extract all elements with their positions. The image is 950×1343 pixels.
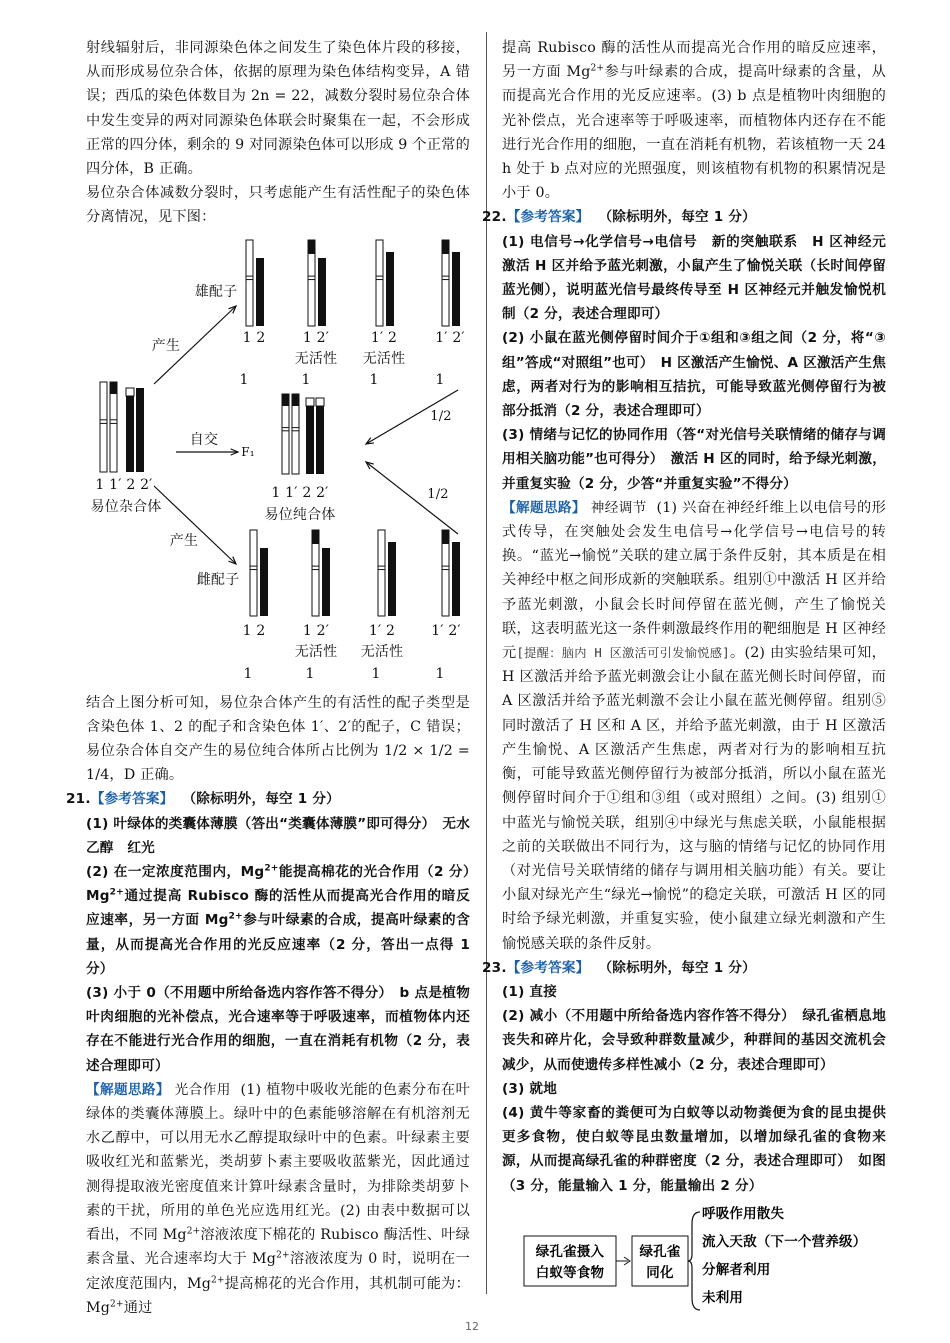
male-gamete-1-chrom1 (246, 240, 253, 326)
output-respiration: 呼吸作用散失 (702, 1205, 785, 1222)
male-gamete-2-chrom2 (318, 258, 326, 326)
homo-label: 易位纯合体 (264, 506, 336, 523)
female-gamete-4-chrom1-segment (442, 530, 449, 544)
q22-answer-1: (1) 电信号→化学信号→电信号 新的突触联系 H 区神经元 激活 H 区并给予蓝光刺激，小鼠产生了愉悦关联（长时间停留蓝光侧），说明蓝光信号最终传导至 H 区神经元并触发愉悦机制（2 分，表述合理即可） (502, 233, 900, 323)
q21-answer-3: (3) 小于 0（不用题中所给备选内容作答不得分） b 点是植物叶肉细胞的光补偿点，光合速率等于呼吸速率，而植物体内还存在不能进行光合作用的细胞，一直在消耗有机物（2 分，表述合理即可） (86, 985, 470, 1074)
hybrid-chrom-label: 1 1′ 2 2′ (95, 476, 153, 493)
homo-chrom-2b-segment (316, 398, 324, 406)
female-gamete-4-ratio: 1 (435, 665, 445, 682)
q22-solution-tag: 【解题思路】 (502, 499, 586, 516)
homo-chrom-2b (316, 398, 324, 474)
q23-number: 23. (482, 959, 507, 976)
translocation-figure (86, 234, 470, 689)
q23-note: （除标明外，每空 1 分） (598, 959, 756, 976)
output-decomposer: 分解者利用 (702, 1261, 771, 1278)
male-gamete-3-label: 1′ 2 (370, 329, 398, 346)
female-gamete-label: 雌配子 (196, 571, 240, 588)
q23-answer-3: (3) 就地 (502, 1080, 558, 1097)
q22-header (482, 205, 886, 229)
homo-chrom-1-segment (282, 394, 289, 406)
female-gamete-3-chrom1 (378, 530, 385, 616)
hybrid-label: 易位杂合体 (90, 498, 162, 515)
female-gamete-3-ratio: 1 (371, 665, 381, 682)
male-gamete-label: 雄配子 (194, 283, 238, 300)
produce-label-bottom: 产生 (169, 532, 199, 549)
female-gamete-1-chrom1 (250, 530, 257, 616)
male-gamete-2-ratio: 1 (301, 371, 311, 388)
arrow-half-top-head (366, 437, 374, 443)
left-column (66, 36, 484, 1320)
q21-answer-2: (2) 在一定浓度范围内，$Mg^{2+}$能提高棉花的光合作用（2 分） $Mg^{2+}$通过提高 Rubisco 酶的活性从而提高光合作用的暗反应速率，另一方面 $Mg^{2+}$参与叶绿素的合成，提高叶绿素的含量，从而提高光合作用的光反应速率（2 分，答出一点得 1 分） (86, 863, 484, 977)
half-label-bottom: 1/2 (427, 486, 449, 502)
q22-note: （除标明外，每空 1 分） (598, 209, 756, 226)
male-gamete-3-chrom1 (376, 240, 383, 326)
q21-number: 21. (66, 791, 91, 808)
female-gamete-2-chrom1-segment (312, 530, 319, 544)
male-gamete-3-ratio: 1 (369, 371, 379, 388)
female-gamete-4-label: 1′ 2′ (431, 622, 461, 639)
produce-label-top: 产生 (151, 337, 181, 354)
male-gamete-1-ratio: 1 (239, 371, 249, 388)
male-gamete-1-label: 1 2 (242, 329, 266, 346)
female-gamete-1-chrom2 (260, 548, 268, 616)
assimilation-label-2: 同化 (646, 1264, 674, 1281)
q23-answer-1: (1) 直接 (502, 983, 558, 1000)
hybrid-chrom-2b (136, 388, 144, 472)
energy-flow-figure (502, 1204, 886, 1316)
output-unused: 未利用 (702, 1289, 744, 1306)
q21-answer-tag: 【参考答案】 (90, 791, 174, 808)
q22-answer-3: (3) 情绪与记忆的协同作用（答“对光信号关联情绪的储存与调用相关脑功能”也可得分） 激活 H 区的同时，给予绿光刺激，并重复实验（2 分，少答“并重复实验”不得分） (502, 427, 886, 492)
homo-chrom-1b-segment (292, 394, 299, 406)
homo-chrom-2 (306, 398, 314, 474)
female-gamete-3-status: 无活性 (360, 643, 404, 660)
q23-answer-2: (2) 减小（不用题中所给备选内容作答不得分） 绿孔雀栖息地丧失和碎片化，会导致种群数量减少，种群间的基因交流机会减少，从而使遗传多样性减小（2 分，表述合理即可） (502, 1008, 886, 1073)
intake-label-1: 绿孔雀摄入 (535, 1243, 605, 1260)
homo-chrom-2-segment (306, 398, 314, 406)
q22-hint: [提醒：脑内 H 区激活可引发愉悦感] (516, 646, 730, 661)
q22-answer-tag: 【参考答案】 (506, 209, 590, 226)
page-number: 12 (465, 1320, 479, 1333)
female-gamete-1-label: 1 2 (242, 622, 266, 639)
right-column (482, 36, 900, 1316)
selfing-label: 自交 (189, 431, 219, 448)
q21-note: （除标明外，每空 1 分） (182, 791, 340, 808)
half-label-top: 1/2 (430, 408, 452, 424)
male-gamete-4-chrom2 (452, 252, 460, 326)
male-gamete-2-status: 无活性 (294, 350, 338, 367)
q23-header (482, 956, 886, 980)
output-next-level: 流入天敌（下一个营养级） (702, 1233, 867, 1250)
intake-label-2: 白蚁等食物 (535, 1264, 605, 1281)
energy-flow-diagram (502, 1204, 886, 1316)
paragraph-conclusion: 结合上图分析可知，易位杂合体产生的有活性的配子类型是含染色体 1、2 的配子和含染色体 1′、2′的配子，C 错误；易位杂合体自交产生的易位纯合体所占比例为 1/2 × 1/2 = 1/4，D 正确。 (86, 694, 470, 784)
male-gamete-4-label: 1′ 2′ (435, 329, 465, 346)
q21-solution-topic: 光合作用 (174, 1081, 231, 1098)
hybrid-chrom-2 (126, 388, 134, 472)
female-gamete-2-chrom2 (322, 548, 330, 616)
male-gamete-2-label: 1 2′ (302, 329, 330, 346)
q22-answer-2: (2) 小鼠在蓝光侧停留时间介于①组和③组之间（2 分，将“③组”答成“对照组”也可） H 区激活产生愉悦、A 区激活产生焦虑，两者对行为的影响相互拮抗，可能导致蓝光侧停留行为被部分抵消（2 分，表述合理即可） (502, 330, 886, 420)
paragraph-translocation: 射线辐射后，非同源染色体之间发生了染色体片段的移接，从而形成易位杂合体，依据的原理为染色体结构变异，A 错误；西瓜的染色体数目为 2n = 22，减数分裂时易位杂合体中发生变异的两对同源染色体联会时聚集在一起，不会形成正常的四分体，剩余的 9 对同源染色体可以形成 9 个正常的四分体，B 正确。 (86, 40, 470, 178)
male-gamete-3-status: 无活性 (362, 350, 406, 367)
hybrid-chrom-1b-segment (110, 382, 117, 394)
female-gamete-2-status: 无活性 (294, 643, 338, 660)
homo-chrom-label: 1 1′ 2 2′ (271, 484, 329, 501)
female-gamete-2-label: 1 2′ (302, 622, 330, 639)
arrow-produce-female (154, 486, 236, 564)
q23-answer-4: (4) 黄牛等家畜的粪便可为白蚁等以动物粪便为食的昆虫提供更多食物，使白蚁等昆虫数量增加，以增加绿孔雀的食物来源，从而提高绿孔雀的种群密度（2 分，表述合理即可） 如图（3 分，能量输入 1 分，能量输出 2 分） (502, 1104, 886, 1194)
q21-answer-1: (1) 叶绿体的类囊体薄膜（答出“类囊体薄膜”即可得分） 无水乙醇 红光 (86, 815, 470, 856)
male-gamete-3-chrom2 (386, 252, 394, 326)
female-gamete-3-label: 1′ 2 (368, 622, 396, 639)
male-gamete-1-chrom2 (256, 258, 264, 326)
female-gamete-4-chrom2 (452, 542, 460, 616)
q23-answer-tag: 【参考答案】 (506, 959, 590, 976)
q22-number: 22. (482, 209, 507, 226)
female-gamete-2-ratio: 1 (305, 665, 315, 682)
q22-solution-topic: 神经调节 (590, 499, 647, 516)
male-gamete-4-chrom1-segment (442, 240, 449, 254)
female-gamete-3-chrom2 (388, 542, 396, 616)
q21-solution-continued: 提高 Rubisco 酶的活性从而提高光合作用的暗反应速率，另一方面 $Mg^{2+}$参与叶绿素的合成，提高叶绿素的含量，从而提高光合作用的光反应速率。(3) b 点是植物叶肉细胞的光补偿点，光合速率等于呼吸速率，而植物体内还存在不能进行光合作用的细胞，一直在消耗有机物，若该植物一天 24 h 处于 b 点对应的光照强度，则该植物有机物的积累情况是小于 0。 (502, 40, 886, 202)
hybrid-chrom-2-segment (126, 388, 134, 396)
male-gamete-2-chrom1-segment (308, 240, 315, 254)
q21-solution-tag: 【解题思路】 (86, 1081, 170, 1098)
translocation-diagram (86, 234, 470, 689)
assimilation-label-1: 绿孔雀 (639, 1243, 681, 1260)
output-brace (688, 1212, 700, 1310)
q22-solution: 【解题思路】 神经调节 (1) 兴奋在神经纤维上以电信号的形式传导，在突触处会发生电信号→化学信号→电信号的转换。“蓝光→愉悦”关联的建立属于条件反射，其本质是在相关神经中枢之间形成新的突触联系。组别①中激活 H 区并给予蓝光刺激，小鼠会长时间停留在蓝光侧，产生了愉悦关联，这表明蓝光这一条件刺激最终作用的靶细胞是 H 区神经元[提醒：脑内 H 区激活可引发愉悦感]。(2) 由实验结果可知，H 区激活并给予蓝光刺激会让小鼠在蓝光侧长时间停留，而 A 区激活并给予蓝光刺激不会让小鼠在蓝光侧停留。组别⑤同时激活了 H 区和 A 区，并给予蓝光刺激，由于 H 区激活产生愉悦、A 区激活产生焦虑，两者对行为的影响相互抗衡，可能导致蓝光侧停留行为被部分抵消，所以小鼠在蓝光侧停留时间介于①组和③组（或对照组）之间。(3) 组别①中蓝光与愉悦关联，组别④中绿光与焦虑关联，小鼠能根据之前的关联做出不同行为，这与脑的情绪与记忆的协同作用（对光信号关联情绪的储存与调用相关脑功能）有关。要让小鼠对绿光产生“绿光→愉悦”的稳定关联，可激活 H 区的同时给予绿光刺激，并重复实验，使小鼠建立绿光刺激和产生愉悦感关联的条件反射。 (502, 499, 886, 952)
q21-solution: 【解题思路】 光合作用 (1) 植物中吸收光能的色素分布在叶绿体的类囊体薄膜上。绿叶中的色素能够溶解在有机溶剂无水乙醇中，可以用无水乙醇提取绿叶中的色素。叶绿素主要吸收红光和蓝紫光，类胡萝卜素主要吸收蓝紫光，因此通过测得提取液光密度值来计算叶绿素含量时，为排除类胡萝卜素的干扰，所用的单色光应选用红光。(2) 由表中数据可以看出，不同 $Mg^{2+}$溶液浓度下棉花的 Rubisco 酶活性、叶绿素含量、光合速率均大于 $Mg^{2+}$溶液浓度为 0 时，说明在一定浓度范围内，$Mg^{2+}$提高棉花的光合作用，其机制可能为：$Mg^{2+}$通过 (86, 1081, 470, 1316)
f1-label: F₁ (241, 444, 255, 459)
hybrid-chrom-1b (110, 382, 117, 472)
male-gamete-4-ratio: 1 (435, 371, 445, 388)
q21-header (66, 787, 470, 811)
female-gamete-1-ratio: 1 (243, 665, 253, 682)
hybrid-chrom-1 (100, 382, 107, 472)
paragraph-figure-intro: 易位杂合体减数分裂时，只考虑能产生有活性配子的染色体分离情况，见下图： (86, 185, 470, 226)
